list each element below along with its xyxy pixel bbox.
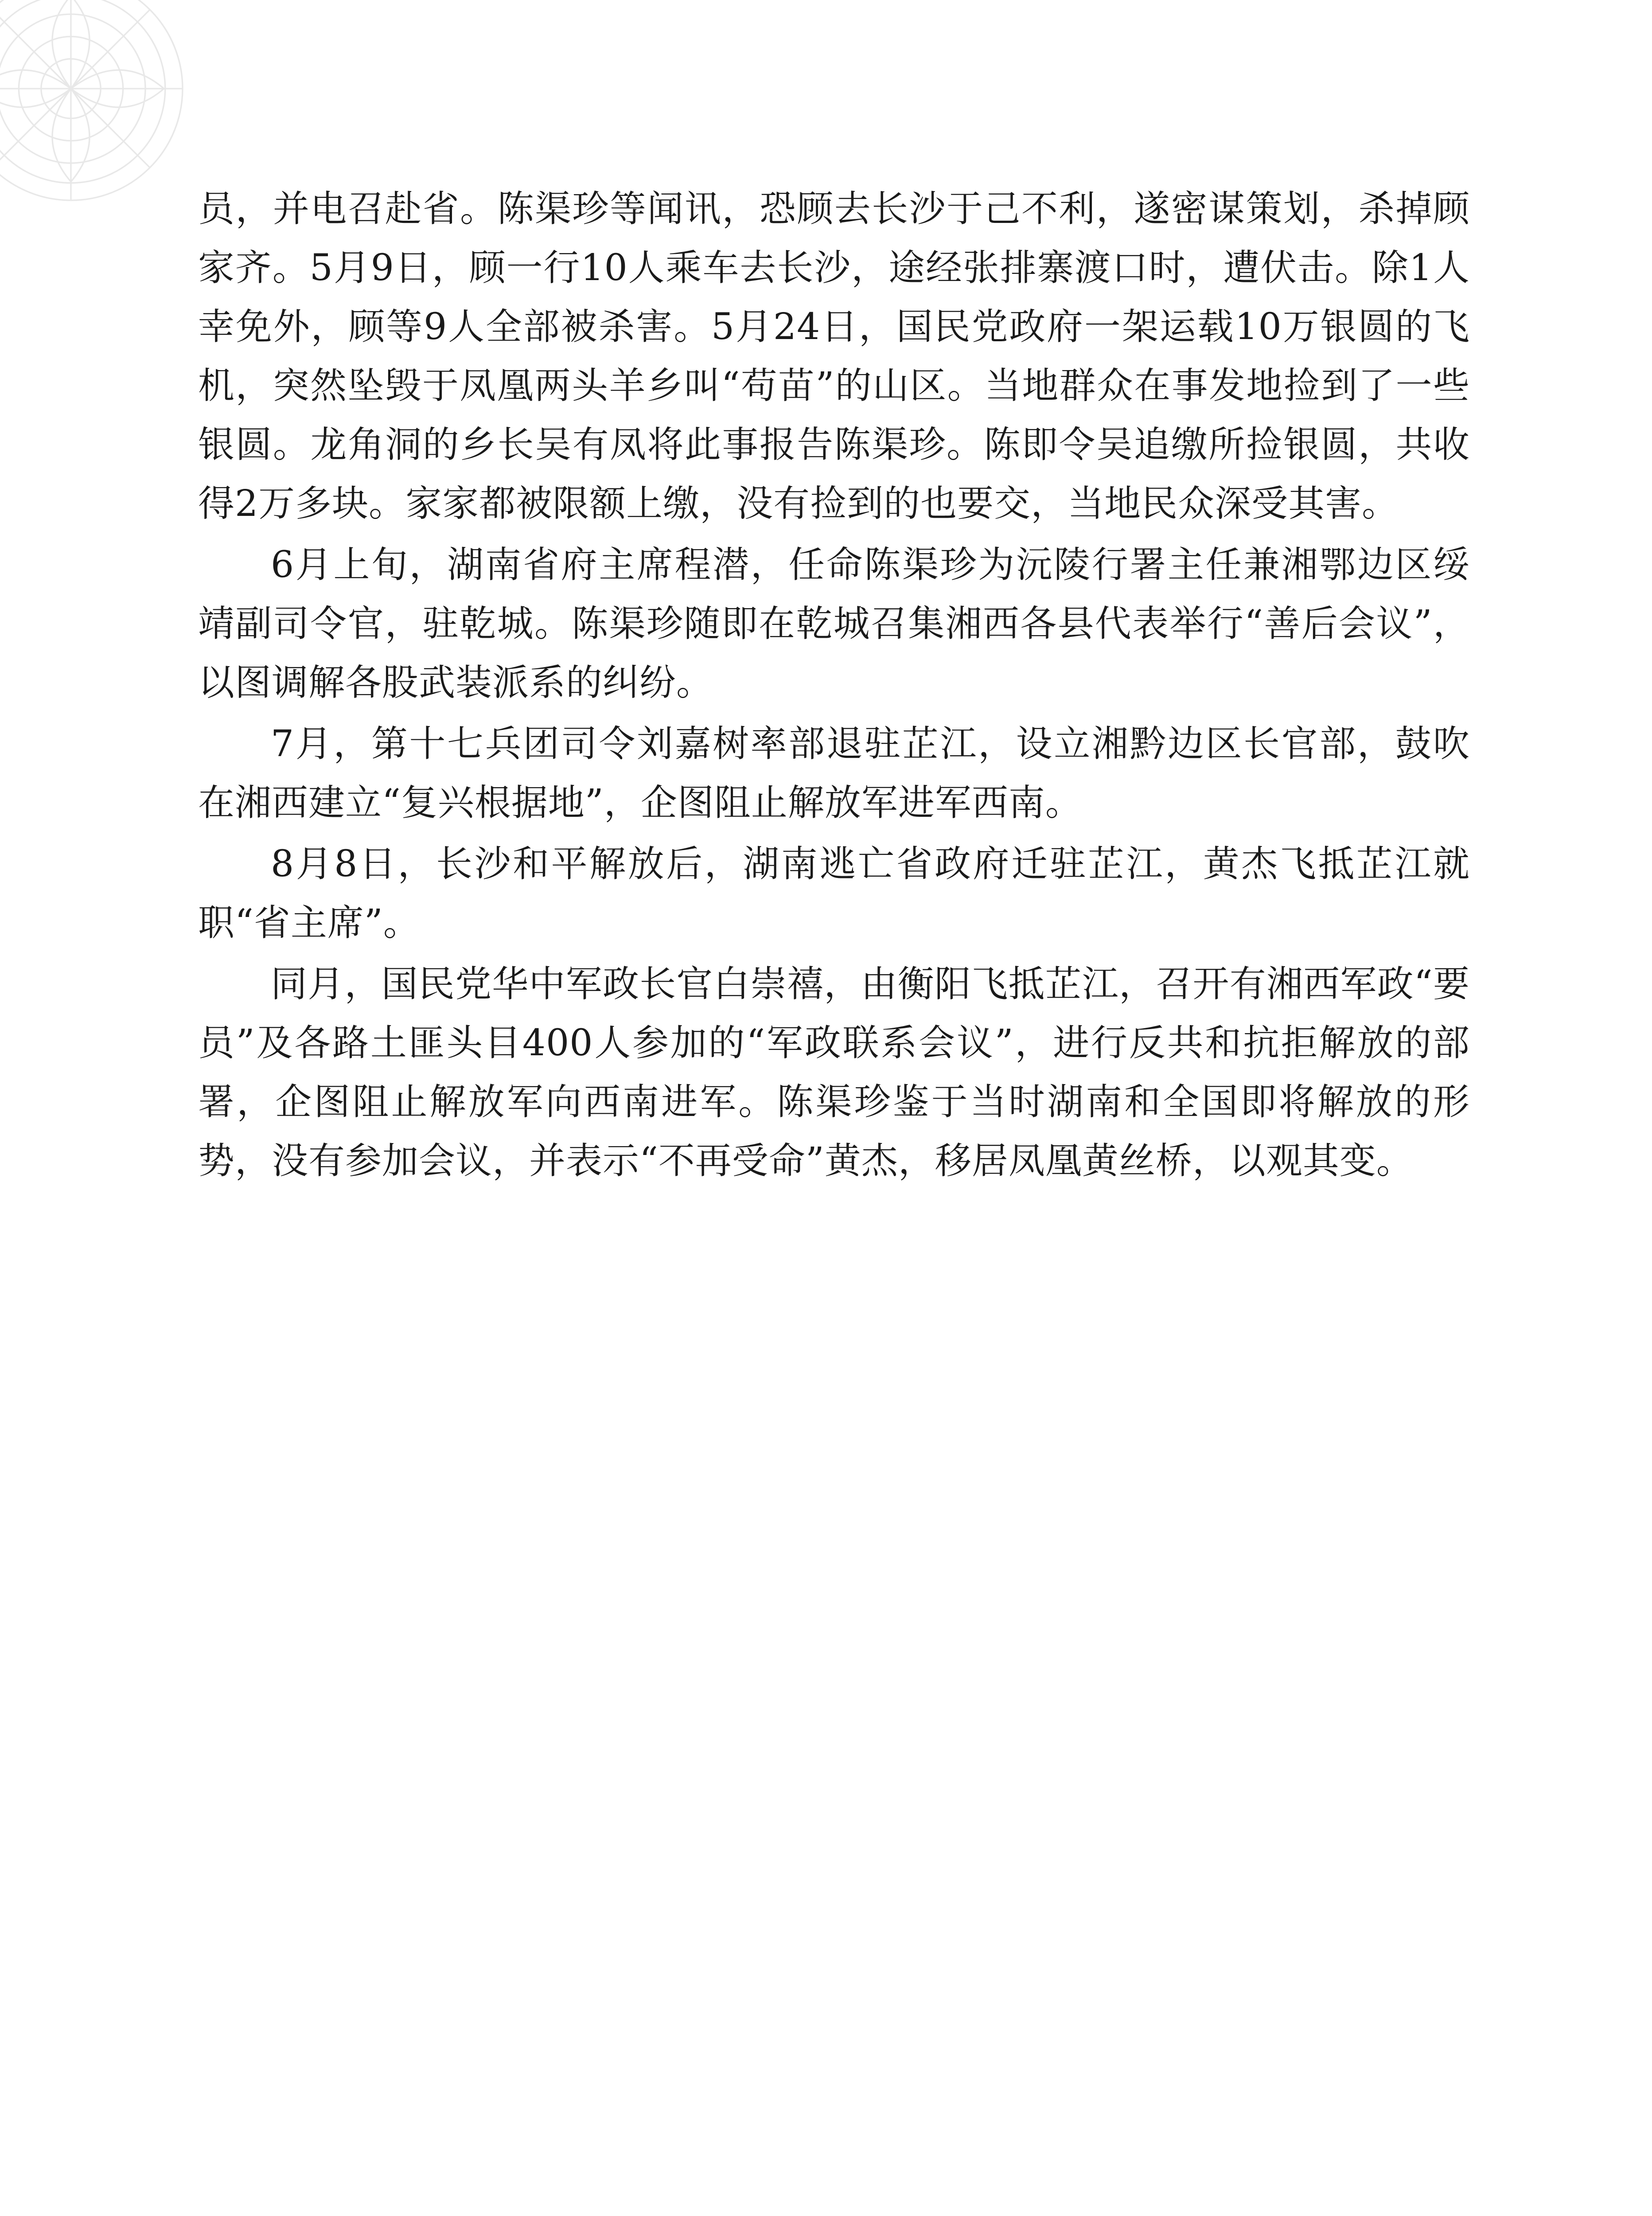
body-text — [198, 179, 1470, 1193]
paragraph-4: 8月8日，长沙和平解放后，湖南逃亡省政府迁驻芷江，黄杰飞抵芷江就职“省主席”。 — [198, 843, 1470, 944]
paragraph-3: 7月，第十七兵团司令刘嘉树率部退驻芷江，设立湘黔边区长官部，鼓吹在湘西建立“复兴根据地”，企图阻止解放军进军西南。 — [198, 723, 1470, 824]
lace-ornament-icon — [0, 0, 195, 213]
paragraph-5: 同月，国民党华中军政长官白崇禧，由衡阳飞抵芷江，召开有湘西军政“要员”及各路土匪头目400人参加的“军政联系会议”，进行反共和抗拒解放的部署，企图阻止解放军向西南进军。陈渠珍鉴于当时湖南和全国即将解放的形势，没有参加会议，并表示“不再受命”黄杰，移居凤凰黄丝桥，以观其变。 — [198, 963, 1470, 1182]
paragraph-2: 6月上旬，湖南省府主席程潜，任命陈渠珍为沅陵行署主任兼湘鄂边区绥靖副司令官，驻乾城。陈渠珍随即在乾城召集湘西各县代表举行“善后会议”，以图调解各股武装派系的纠纷。 — [198, 544, 1470, 704]
paragraph-1: 员，并电召赴省。陈渠珍等闻讯，恐顾去长沙于己不利，遂密谋策划，杀掉顾家齐。5月9日，顾一行10人乘车去长沙，途经张排寨渡口时，遭伏击。除1人幸免外，顾等9人全部被杀害。5月24日，国民党政府一架运载10万银圆的飞机，突然坠毁于凤凰两头羊乡叫“苟苗”的山区。当地群众在事发地捡到了一些银圆。龙角洞的乡长吴有凤将此事报告陈渠珍。陈即令吴追缴所捡银圆，共收得2万多块。家家都被限额上缴，没有捡到的也要交，当地民众深受其害。 — [198, 188, 1470, 525]
